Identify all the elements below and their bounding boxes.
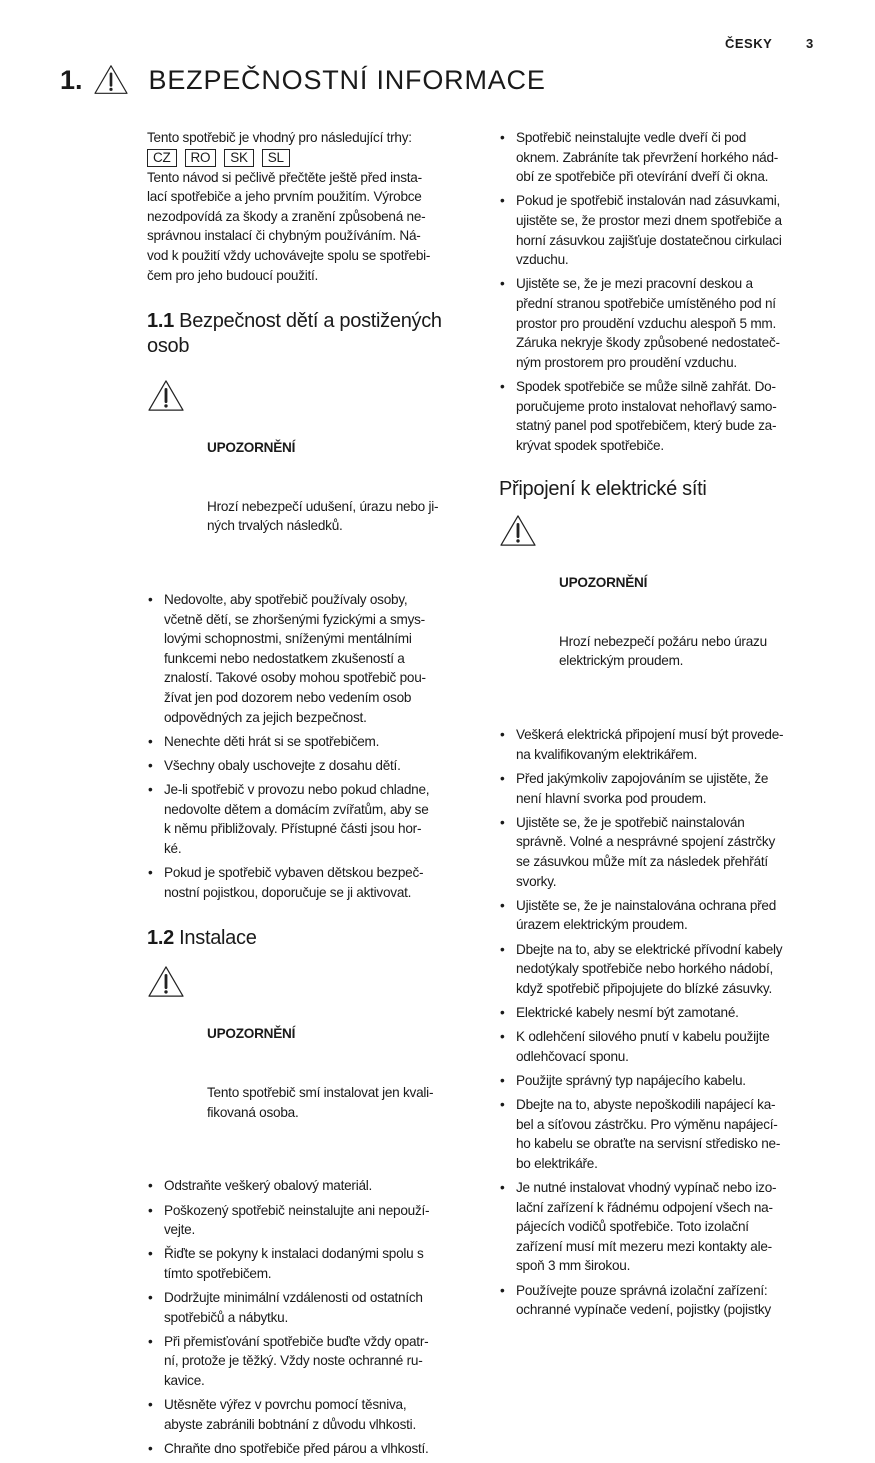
- list-item: [147, 732, 477, 752]
- markets-line: Tento spotřebič je vhodný pro následující trhy:: [147, 130, 412, 145]
- list-item-text: Před jakýmkoliv zapojováním se ujistěte, že není hlavní svorka pod proudem.: [516, 771, 769, 806]
- list-item: [499, 940, 829, 999]
- warning-box: [559, 514, 829, 710]
- list-item: [499, 274, 829, 372]
- intro-text: Tento návod si pečlivě přečtěte ještě před insta- lací spotřebiče a jeho prvním použitím. Výrobce nezodpovídá za škody a zranění způsobená ne- správnou instalací či chybným používáním. Ná- vod k použití vždy uchovávejte spolu se spotřebi- čem pro jeho budoucí použití.: [147, 169, 431, 283]
- list-item: [499, 1281, 829, 1320]
- list-item: [499, 1178, 829, 1276]
- list-item-text: Spodek spotřebiče se může silně zahřát. Do- poručujeme proto instalovat nehořlavý samo- statný panel pod spotřebičem, který bude za- krývat spodek spotřebiče.: [516, 378, 777, 453]
- bullet-list: [147, 1176, 477, 1458]
- warning-text: Tento spotřebič smí instalovat jen kvali- fikovaná osoba.: [207, 1084, 434, 1120]
- list-item-text: Chraňte dno spotřebiče před párou a vlhkostí.: [164, 1441, 429, 1456]
- list-item-text: Ujistěte se, že je mezi pracovní deskou a přední stranou spotřebiče umístěného pod ní prostor pro proudění vzduchu alespoň 5 mm. Záruka nekryje škody způsobené nedostateč- ným prostorem pro proudění vzduchu.: [516, 276, 780, 370]
- bullet-icon: •: [148, 1246, 153, 1262]
- section-title: Bezpečnost dětí a postižených osob: [147, 310, 442, 358]
- bullet-icon: •: [148, 758, 153, 774]
- market-code: SK: [224, 149, 254, 167]
- list-item: [499, 1027, 829, 1066]
- market-codes: [147, 149, 477, 168]
- bullet-icon: •: [500, 727, 505, 743]
- bullet-icon: •: [500, 130, 505, 145]
- bullet-icon: •: [148, 1202, 153, 1218]
- list-item: [147, 1201, 477, 1240]
- bullet-icon: •: [148, 1178, 153, 1194]
- bullet-icon: •: [148, 782, 153, 798]
- bullet-icon: •: [500, 378, 505, 394]
- bullet-icon: •: [148, 865, 153, 881]
- warning-triangle-icon: [147, 965, 185, 999]
- bullet-icon: •: [148, 1397, 153, 1413]
- list-item-text: Utěsněte výřez v povrchu pomocí těsniva, abyste zabránili bobtnání z důvodu vlhkosti.: [164, 1397, 416, 1432]
- list-item-text: Poškozený spotřebič neinstalujte ani nepouží- vejte.: [164, 1202, 430, 1238]
- warning-triangle-icon: [499, 514, 537, 548]
- section-number: 1.1: [147, 310, 174, 333]
- section-heading-1-1: [147, 309, 477, 359]
- list-item: [499, 128, 829, 187]
- list-item-text: Použijte správný typ napájecího kabelu.: [516, 1072, 746, 1088]
- chapter-title: BEZPEČNOSTNÍ INFORMACE: [148, 64, 546, 95]
- list-item: [147, 1176, 477, 1196]
- header-language: ČESKY: [725, 36, 773, 51]
- list-item-text: Pokud je spotřebič instalován nad zásuvkami, ujistěte se, že prostor mezi dnem spotřebiče a horní zásuvkou zajišťuje dostatečnou cirkulaci vzduchu.: [516, 193, 782, 268]
- bullet-icon: •: [500, 1029, 505, 1045]
- bullet-icon: •: [500, 1097, 505, 1113]
- list-item: [499, 1095, 829, 1173]
- warning-box: [207, 965, 477, 1161]
- list-item: [147, 590, 477, 727]
- list-item-text: K odlehčení silového pnutí v kabelu použijte odlehčovací sponu.: [516, 1029, 770, 1064]
- bullet-icon: •: [148, 1441, 153, 1456]
- bullet-icon: •: [500, 771, 505, 786]
- warning-triangle-icon: [93, 64, 129, 96]
- list-item: [499, 813, 829, 891]
- list-item: [147, 863, 477, 902]
- bullet-list: [499, 725, 829, 1320]
- list-item-text: Veškerá elektrická připojení musí být provede- na kvalifikovaným elektrikářem.: [516, 727, 784, 762]
- bullet-list: [147, 590, 477, 902]
- list-item: [499, 1071, 829, 1091]
- page-number: 3: [806, 36, 814, 51]
- market-code: SL: [262, 149, 290, 167]
- list-item-text: Používejte pouze správná izolační zařízení: ochranné vypínače vedení, pojistky (pojistky: [516, 1282, 771, 1318]
- warning-text: Hrozí nebezpečí požáru nebo úrazu elektrickým proudem.: [559, 633, 767, 669]
- bullet-icon: •: [500, 276, 505, 292]
- list-item: [147, 756, 477, 776]
- list-item: [499, 769, 829, 808]
- list-item-text: Dbejte na to, aby se elektrické přívodní kabely nedotýkaly spotřebiče nebo horkého nádobí, když spotřebič připojujete do blízké zásuvky.: [516, 941, 783, 996]
- bullet-icon: •: [500, 1180, 505, 1196]
- list-item-text: Řiďte se pokyny k instalaci dodanými spolu s tímto spotřebičem.: [164, 1246, 424, 1281]
- list-item-text: Je nutné instalovat vhodný vypínač nebo izo- lační zařízení k řádnému odpojení všech na- pájecích vodičů spotřebiče. Toto izolační zařízení musí mít mezeru mezi kontakty ale- spoň 3 mm širokou.: [516, 1180, 777, 1274]
- list-item: [147, 1244, 477, 1283]
- list-item: [499, 1003, 829, 1023]
- list-item-text: Spotřebič neinstalujte vedle dveří či pod oknem. Zabráníte tak převržení horkého nád- obí ze spotřebiče při otevírání dveří či okna.: [516, 130, 779, 185]
- list-item-text: Je-li spotřebič v provozu nebo pokud chladne, nedovolte dětem a domácím zvířatům, aby se k němu přibližovaly. Přístupné části jsou hor- ké.: [164, 782, 430, 856]
- bullet-icon: •: [500, 941, 505, 957]
- market-code: CZ: [147, 149, 177, 167]
- warning-triangle-icon: [147, 379, 185, 413]
- section-heading-electric: Připojení k elektrické síti: [499, 478, 707, 501]
- bullet-icon: •: [500, 1072, 505, 1088]
- bullet-icon: •: [500, 814, 505, 830]
- list-item: [147, 780, 477, 858]
- list-item-text: Nenechte děti hrát si se spotřebičem.: [164, 733, 380, 749]
- list-item-text: Dbejte na to, abyste nepoškodili napájecí ka- bel a síťovou zástrčku. Pro výměnu napájecí- ho kabelu se obraťte na servisní středisko ne- bo elektrikáře.: [516, 1097, 781, 1171]
- list-item-text: Ujistěte se, že je spotřebič nainstalován správně. Volné a nesprávné spojení zástrčky se zásuvkou může mít za následek přehřátí svorky.: [516, 814, 776, 889]
- list-item-text: Všechny obaly uschovejte z dosahu dětí.: [164, 758, 401, 774]
- warning-label: UPOZORNĚNÍ: [207, 1026, 296, 1042]
- warning-label: UPOZORNĚNÍ: [207, 439, 296, 455]
- section-heading-1-2: [147, 926, 477, 951]
- warning-label: UPOZORNĚNÍ: [559, 575, 648, 591]
- bullet-icon: •: [500, 193, 505, 209]
- list-item-text: Elektrické kabely nesmí být zamotané.: [516, 1004, 739, 1020]
- list-item: [147, 1332, 477, 1391]
- list-item-text: Dodržujte minimální vzdálenosti od ostatních spotřebičů a nábytku.: [164, 1290, 423, 1325]
- warning-box: [207, 379, 477, 575]
- bullet-list: [499, 128, 829, 455]
- warning-text: Hrozí nebezpečí udušení, úrazu nebo ji- ných trvalých následků.: [207, 498, 439, 534]
- bullet-icon: •: [148, 1290, 153, 1306]
- right-column: [499, 128, 829, 1324]
- section-number: 1.2: [147, 927, 174, 950]
- list-item: [499, 377, 829, 455]
- list-item-text: Nedovolte, aby spotřebič používaly osoby, včetně dětí, se zhoršenými fyzickými a smys- lovými schopnostmi, sníženými mentálními funkcemi nebo nedostatkem zkušeností a znalostí. Takové osoby mohou spotřebič pou- žívat jen pod dozorem nebo vedením osob odpovědných za jejich bezpečnost.: [164, 592, 426, 725]
- page-title: [60, 64, 546, 96]
- bullet-icon: •: [148, 592, 153, 608]
- chapter-number: 1.: [60, 64, 83, 95]
- list-item: [499, 896, 829, 935]
- list-item-text: Při přemisťování spotřebiče buďte vždy opatr- ní, protože je těžký. Vždy noste ochranné ru- kavice.: [164, 1333, 429, 1389]
- list-item: [499, 191, 829, 269]
- list-item-text: Ujistěte se, že je nainstalována ochrana před úrazem elektrickým proudem.: [516, 897, 777, 933]
- market-code: RO: [185, 149, 217, 167]
- list-item-text: Odstraňte veškerý obalový materiál.: [164, 1178, 373, 1194]
- bullet-icon: •: [500, 897, 505, 913]
- list-item: [147, 1439, 477, 1459]
- left-column: [147, 128, 477, 1463]
- list-item: [147, 1395, 477, 1434]
- list-item: [147, 1288, 477, 1327]
- list-item-text: Pokud je spotřebič vybaven dětskou bezpeč- nostní pojistkou, doporučuje se ji aktivovat.: [164, 865, 424, 900]
- bullet-icon: •: [500, 1282, 505, 1298]
- bullet-icon: •: [148, 1333, 153, 1349]
- bullet-icon: •: [500, 1004, 505, 1020]
- section-title: Instalace: [173, 927, 257, 950]
- bullet-icon: •: [148, 733, 153, 749]
- list-item: [499, 725, 829, 764]
